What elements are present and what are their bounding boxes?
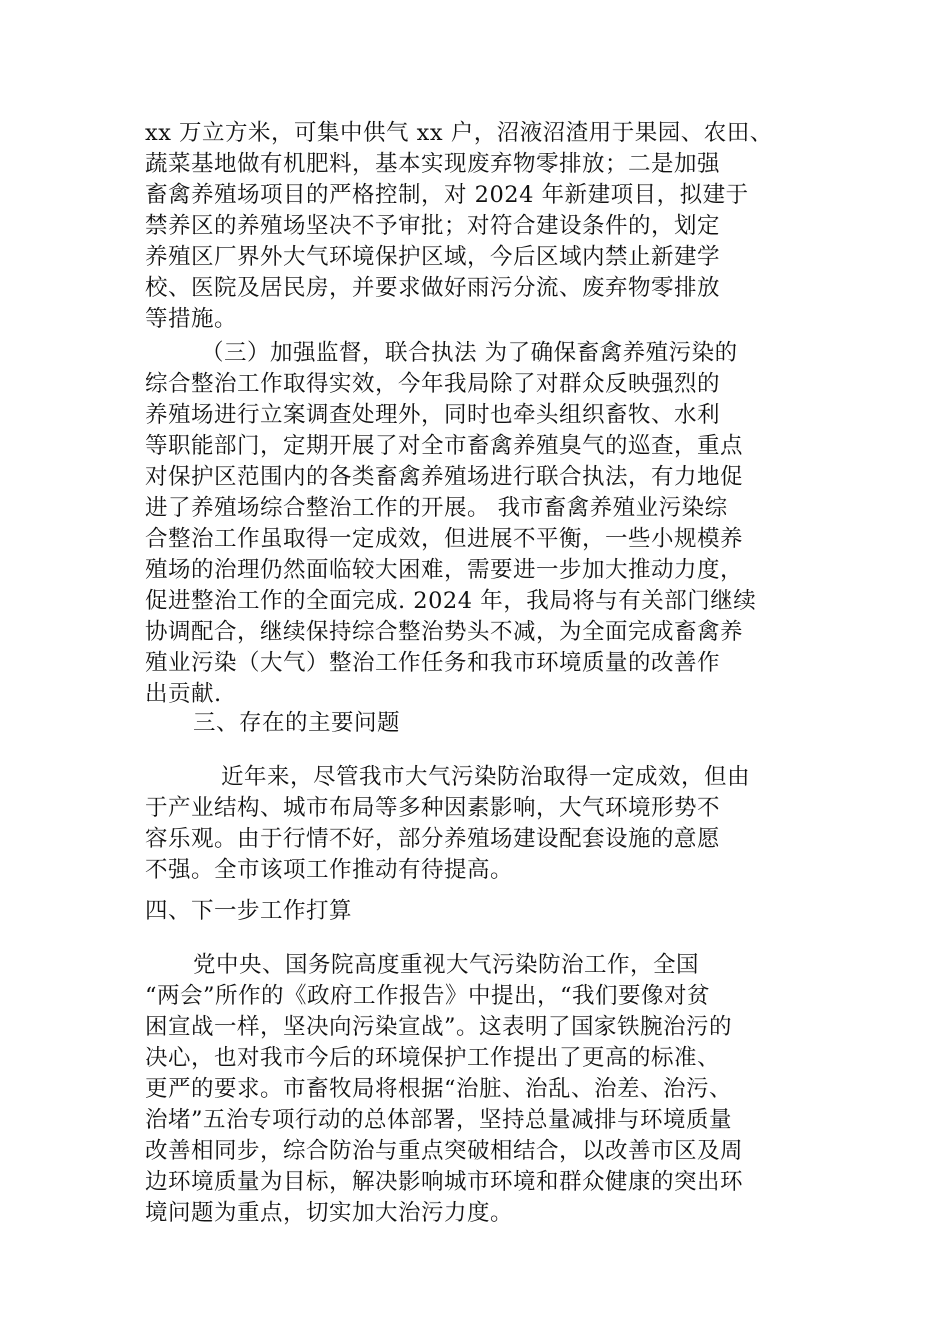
text-line: 合整治工作虽取得一定成效，但进展不平衡，一些小规模养: [145, 526, 744, 552]
text-line: 协调配合，继续保持综合整治势头不减，为全面完成畜禽养: [145, 619, 744, 645]
text-line: 改善相同步，综合防治与重点突破相结合，以改善市区及周: [145, 1138, 744, 1164]
text-line: 治堵”五治专项行动的总体部署，坚持总量减排与环境质量: [145, 1107, 733, 1133]
text-line: （三）加强监督，联合执法 为了确保畜禽养殖污染的: [201, 340, 738, 366]
text-line: 于产业结构、城市布局等多种因素影响，大气环境形势不: [145, 795, 721, 821]
text-line: 容乐观。由于行情不好，部分养殖场建设配套设施的意愿: [145, 826, 721, 852]
text-line: 养殖区厂界外大气环境保护区域，今后区域内禁止新建学: [145, 244, 721, 270]
text-line: 等措施。: [145, 306, 238, 332]
text-line: 进了养殖场综合整治工作的开展。 我市畜禽养殖业污染综: [145, 495, 728, 521]
text-line: 促进整治工作的全面完成. 2024 年，我局将与有关部门继续: [145, 588, 757, 614]
text-line: 殖业污染（大气）整治工作任务和我市环境质量的改善作: [145, 650, 721, 676]
text-line: 困宣战一样，坚决向污染宣战”。这表明了国家铁腕治污的: [145, 1014, 733, 1040]
text-line: 等职能部门，定期开展了对全市畜禽养殖臭气的巡查，重点: [145, 433, 744, 459]
paragraph-main-problems: [145, 762, 805, 886]
text-line: 近年来，尽管我市大气污染防治取得一定成效，但由: [221, 764, 751, 790]
text-line: 不强。全市该项工作推动有待提高。: [145, 857, 514, 883]
text-line: 养殖场进行立案调查处理外，同时也牵头组织畜牧、水利: [145, 402, 721, 428]
text-line: 党中央、国务院高度重视大气污染防治工作，全国: [193, 952, 700, 978]
text-line: 综合整治工作取得实效，今年我局除了对群众反映强烈的: [145, 371, 721, 397]
text-line: 决心，也对我市今后的环境保护工作提出了更高的标准、: [145, 1045, 721, 1071]
text-line: 禁养区的养殖场坚决不予审批；对符合建设条件的，划定: [145, 213, 721, 239]
text-line: 殖场的治理仍然面临较大困难，需要进一步加大推动力度，: [145, 557, 744, 583]
text-line: “两会”所作的《政府工作报告》中提出，“我们要像对贫: [145, 983, 711, 1009]
section-heading-main-problems: 三、存在的主要问题: [193, 710, 401, 736]
paragraph-next-steps: [145, 950, 805, 1229]
text-line: 畜禽养殖场项目的严格控制，对 2024 年新建项目，拟建于: [145, 182, 749, 208]
section-heading-next-steps: 四、下一步工作打算: [145, 898, 353, 924]
text-line: 边环境质量为目标，解决影响城市环境和群众健康的突出环: [145, 1169, 744, 1195]
text-line: 蔬菜基地做有机肥料，基本实现废弃物零排放；二是加强: [145, 151, 721, 177]
paragraph-supervision-enforcement: [145, 338, 805, 710]
text-line: xx 万立方米，可集中供气 xx 户，沼液沼渣用于果园、农田、: [145, 120, 773, 146]
text-line: 境问题为重点，切实加大治污力度。: [145, 1200, 514, 1226]
text-line: 校、医院及居民房，并要求做好雨污分流、废弃物零排放: [145, 275, 721, 301]
text-line: 更严的要求。市畜牧局将根据“治脏、治乱、治差、治污、: [145, 1076, 733, 1102]
text-line: 出贡献.: [145, 681, 222, 707]
text-line: 对保护区范围内的各类畜禽养殖场进行联合执法，有力地促: [145, 464, 744, 490]
paragraph-biogas-and-approval: [145, 118, 805, 335]
